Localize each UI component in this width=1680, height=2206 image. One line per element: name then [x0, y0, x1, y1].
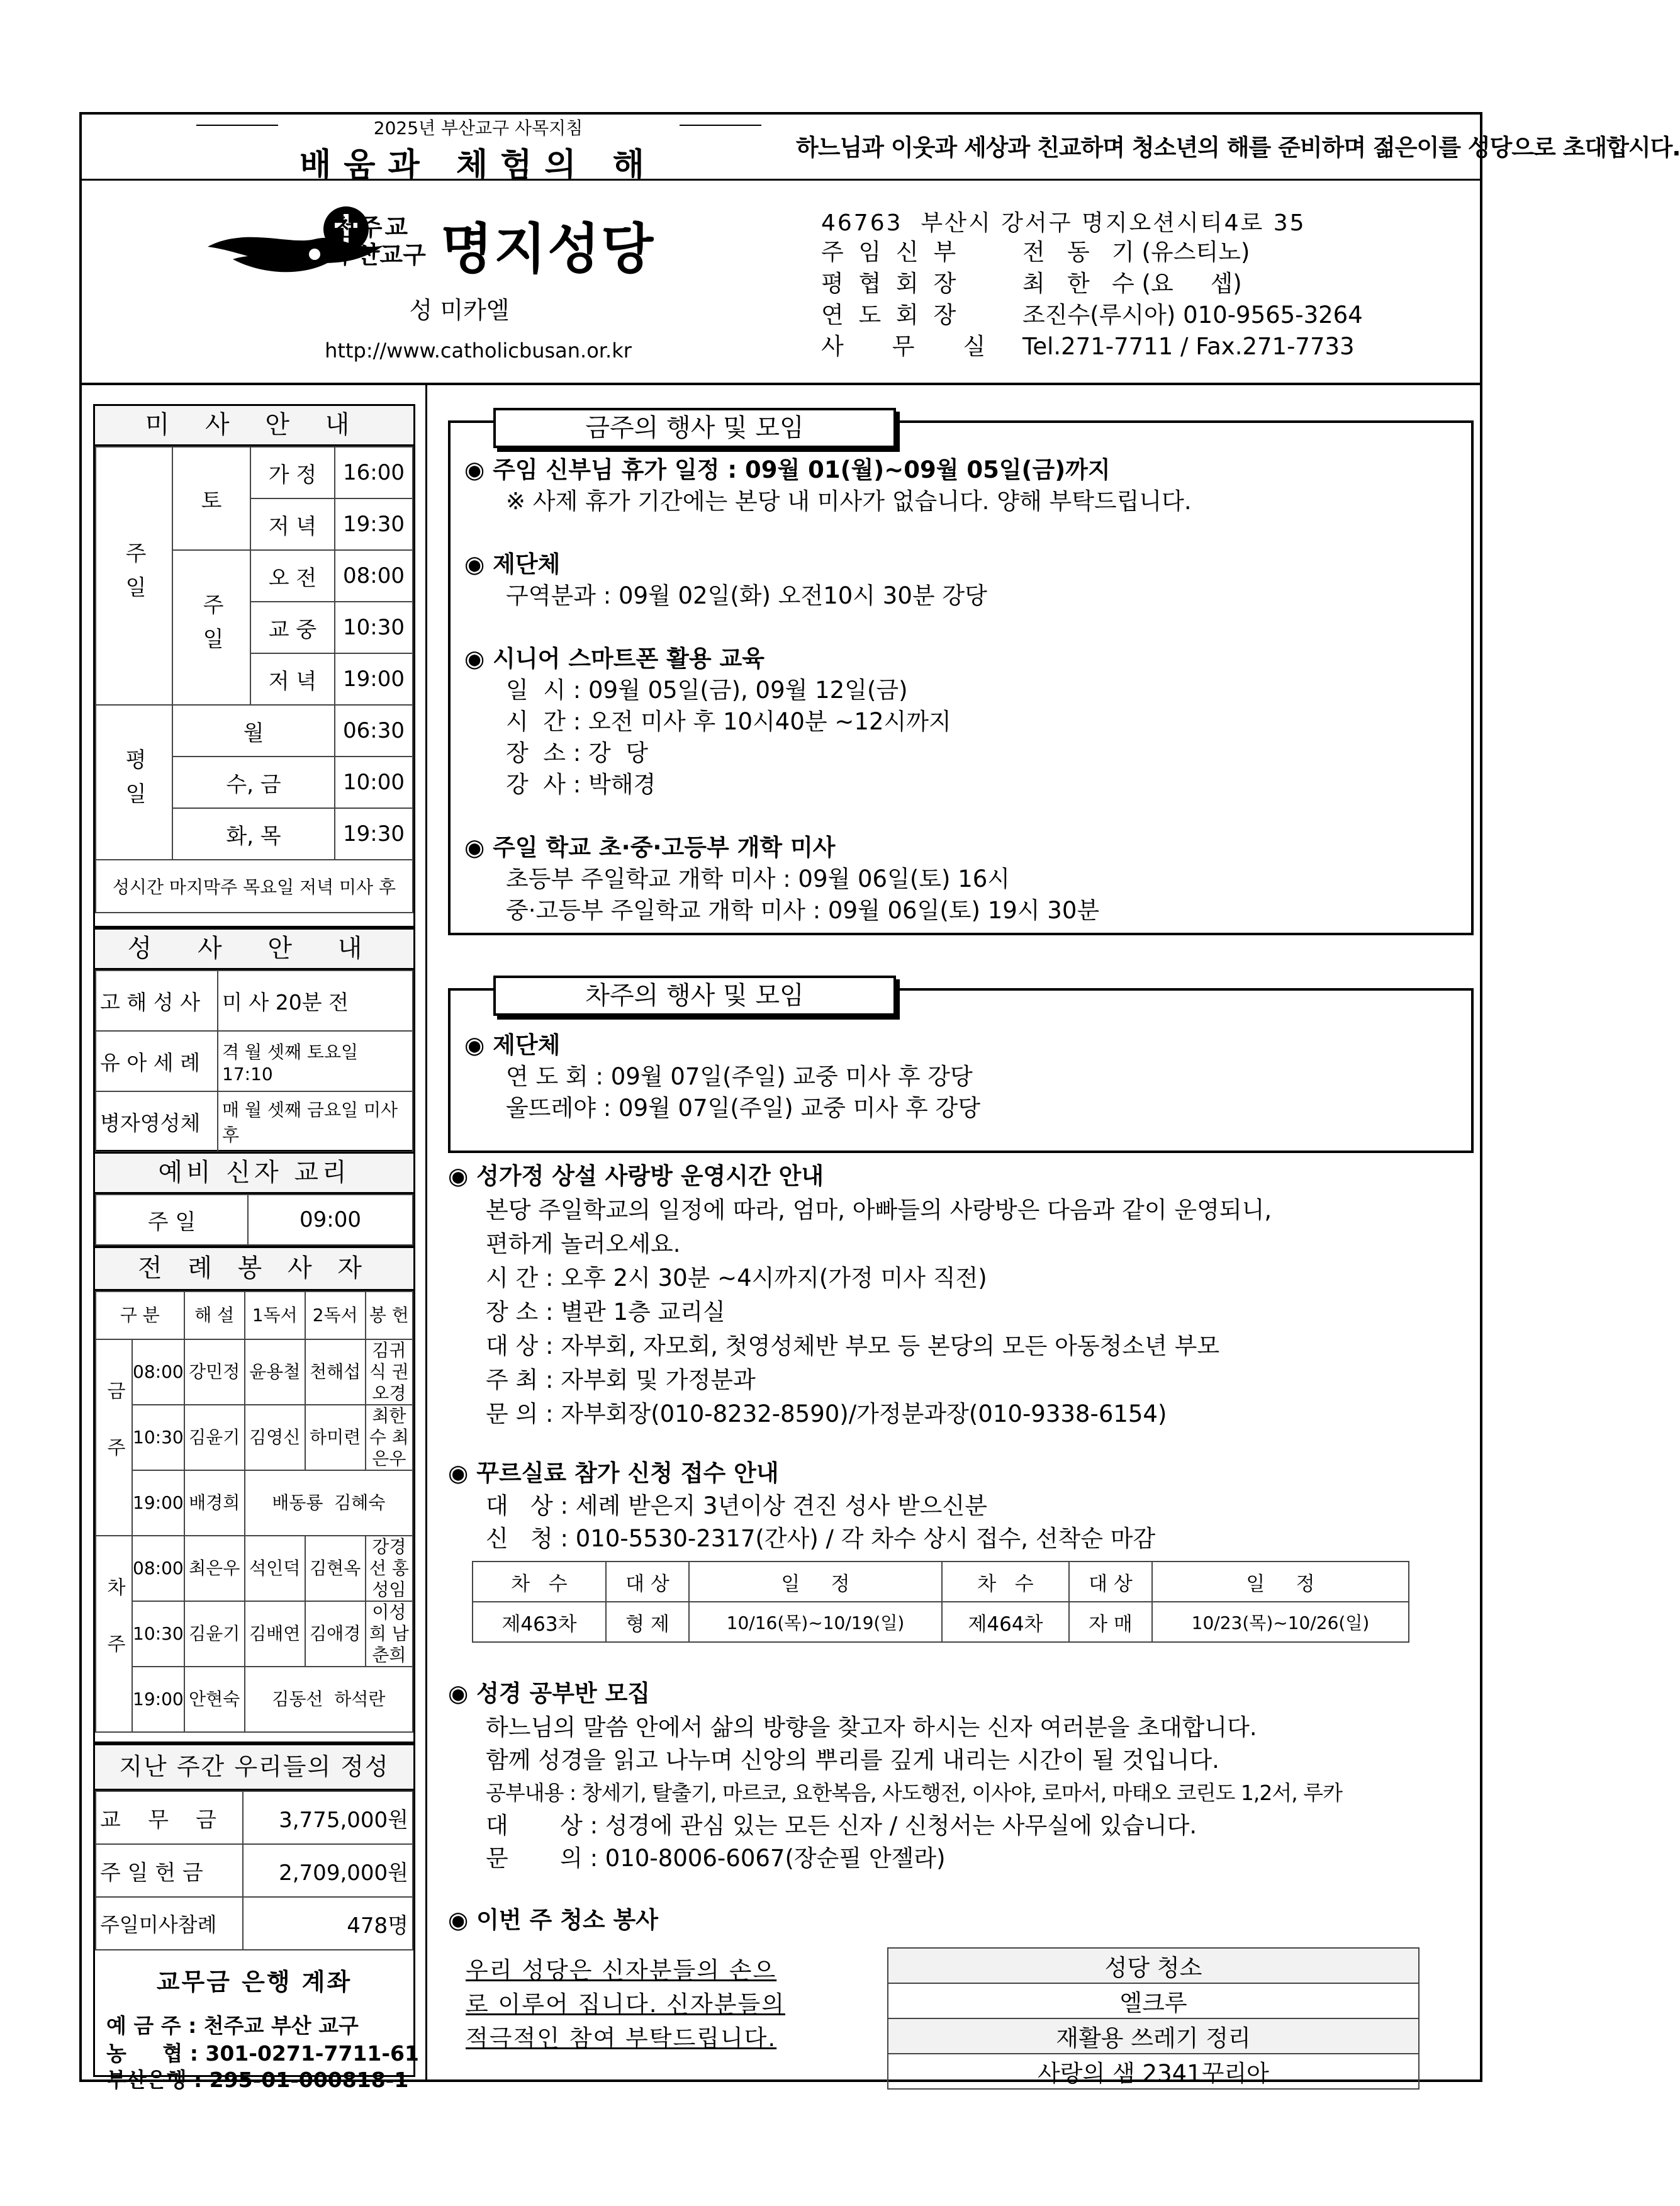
cursillo-header: 일 정 [1152, 1562, 1409, 1602]
next-week-events-title: 차주의 행사 및 모임 [493, 976, 896, 1016]
staff-value: Tel.271-7711 / Fax.271-7733 [1022, 333, 1355, 360]
cleaning-cell: 엘크루 [888, 1983, 1419, 2018]
liturgy-header: 구 분 [96, 1292, 184, 1339]
joint-servers: 배동룡 김혜숙 [245, 1470, 413, 1536]
notice-detail: 하느님의 말씀 안에서 삶의 방향을 찾고자 하시는 신자 여러분을 초대합니다. [486, 1714, 1257, 1741]
parish-divider [79, 383, 1482, 385]
event-detail: 장 소 : 강 당 [506, 740, 649, 767]
offertory: 이성희 남춘희 [366, 1601, 413, 1667]
event-detail: ※ 사제 휴가 기간에는 본당 내 미사가 없습니다. 양해 부탁드립니다. [506, 488, 1192, 515]
next-week-label: 차주 [96, 1536, 132, 1732]
notice-detail: 대 상 : 성경에 관심 있는 모든 신자 / 신청서는 사무실에 있습니다. [486, 1812, 1197, 1839]
staff-role: 평 협 회 장 [821, 270, 960, 297]
notice-detail: 문 의 : 자부회장(010-8232-8590)/가정분과장(010-9338-6154) [486, 1400, 1167, 1427]
year-theme: 배움과 체험의 해 [300, 147, 657, 184]
mass-time: 10:00 [335, 757, 413, 808]
mass-schedule-box [93, 404, 415, 928]
reader-2: 천해섭 [305, 1339, 366, 1405]
offertory: 강경선 홍성임 [366, 1536, 413, 1601]
notice-detail: 대 상 : 자부회, 자모회, 첫영성체반 부모 등 본당의 모든 아동청소년 부모 [486, 1332, 1220, 1359]
liturgy-title: 전 례 봉 사 자 [95, 1248, 413, 1291]
mass-name: 화, 목 [172, 808, 335, 860]
cursillo-header: 대 상 [606, 1562, 689, 1602]
mass-name: 월 [172, 705, 335, 757]
mass-table [95, 446, 413, 913]
commentator: 강민정 [184, 1339, 245, 1405]
mass-time: 19:00 [335, 653, 413, 705]
cursillo-cell: 10/16(목)~10/19(일) [689, 1602, 942, 1642]
cleaning-text: 로 이루어 집니다. 신자분들의 [466, 1991, 785, 2018]
offering-value: 3,775,000원 [243, 1791, 413, 1844]
event-detail: 구역분과 : 09월 02일(화) 오전10시 30분 강당 [506, 582, 987, 609]
cursillo-header: 차 수 [942, 1562, 1069, 1602]
notice-detail: 문 의 : 010-8006-6067(장순필 안젤라) [486, 1845, 946, 1872]
notice-detail: 주 최 : 자부회 및 가정분과 [486, 1366, 756, 1393]
cleaning-cell: 성당 청소 [888, 1948, 1419, 1983]
liturgy-time: 10:30 [132, 1405, 184, 1470]
reader-1: 석인덕 [245, 1536, 305, 1601]
sacrament-table [95, 970, 413, 1152]
mass-name: 저 녁 [250, 653, 335, 705]
offering-title: 지난 주간 우리들의 정성 [95, 1745, 413, 1791]
event-detail: 연 도 회 : 09월 07일(주일) 교중 미사 후 강당 [506, 1063, 973, 1090]
mass-time: 10:30 [335, 602, 413, 653]
cleaning-table [887, 1947, 1420, 2090]
event-detail: 중·고등부 주일학교 개학 미사 : 09월 06일(토) 19시 30분 [506, 897, 1100, 924]
offering-box [93, 1743, 419, 2092]
notice-detail: 장 소 : 별관 1층 교리실 [486, 1298, 725, 1325]
mass-name: 저 녁 [250, 498, 335, 550]
liturgy-header: 해 설 [184, 1292, 245, 1339]
cursillo-header: 대 상 [1069, 1562, 1152, 1602]
patron: 성 미카엘 [409, 296, 510, 324]
event-heading: ◉ 시니어 스마트폰 활용 교육 [464, 645, 764, 672]
reader-2: 김애경 [305, 1601, 366, 1667]
offertory: 최한수 최은우 [366, 1405, 413, 1470]
staff-value: 조진수(루시아) 010-9565-3264 [1022, 301, 1363, 329]
mass-time: 19:30 [335, 808, 413, 860]
website-link[interactable]: http://www.catholicbusan.or.kr [325, 339, 632, 363]
reader-2: 김현옥 [305, 1536, 366, 1601]
parish-block [82, 183, 1479, 381]
commentator: 김윤기 [184, 1405, 245, 1470]
reader-1: 김영신 [245, 1405, 305, 1470]
staff-role: 사 무 실 [821, 333, 990, 360]
event-detail: 초등부 주일학교 개학 미사 : 09월 06일(토) 16시 [506, 865, 1011, 892]
org-line-2: 부산교구 [333, 241, 426, 269]
offering-table [95, 1791, 413, 1950]
notice-detail: 대 상 : 세례 받은지 3년이상 견진 성사 받으신분 [486, 1492, 987, 1519]
cursillo-header: 차 수 [473, 1562, 606, 1602]
offertory: 김귀식 권오경 [366, 1339, 413, 1405]
staff-role: 연 도 회 장 [821, 301, 960, 329]
commentator: 최은우 [184, 1536, 245, 1601]
catechism-title: 예비 신자 교리 [95, 1154, 413, 1194]
policy-year: 2025년 부산교구 사목지침 [373, 118, 583, 138]
liturgy-table [95, 1291, 413, 1733]
sacrament-value: 매 월 셋째 금요일 미사후 [218, 1091, 413, 1152]
notice-heading: ◉ 이번 주 청소 봉사 [448, 1906, 659, 1933]
cursillo-header: 일 정 [689, 1562, 942, 1602]
offering-name: 주 일 헌 금 [96, 1844, 243, 1897]
mass-time: 08:00 [335, 550, 413, 602]
mass-name: 수, 금 [172, 757, 335, 808]
offering-value: 478명 [243, 1897, 413, 1950]
liturgy-header: 봉 헌 [366, 1292, 413, 1339]
event-heading: ◉ 제단체 [464, 551, 561, 578]
event-detail: 일 시 : 09월 05일(금), 09월 12일(금) [506, 677, 908, 704]
cleaning-cell: 사랑의 샘 2341꾸리아 [888, 2054, 1419, 2089]
notice-heading: ◉ 성가정 상설 사랑방 운영시간 안내 [448, 1162, 824, 1190]
cleaning-cell: 재활용 쓰레기 정리 [888, 2018, 1419, 2054]
mass-name: 오 전 [250, 550, 335, 602]
header [82, 115, 1680, 184]
sunday-group-label: 주일 [96, 447, 172, 705]
parish-name: 명지성당 [440, 218, 655, 281]
liturgy-header: 1독서 [245, 1292, 305, 1339]
notice-heading: ◉ 성경 공부반 모집 [448, 1680, 651, 1707]
reader-1: 윤용철 [245, 1339, 305, 1405]
commentator: 김윤기 [184, 1601, 245, 1667]
mass-time: 16:00 [335, 447, 413, 498]
sacrament-value: 격 월 셋째 토요일 17:10 [218, 1031, 413, 1091]
address: 46763 부산시 강서구 명지오션시티4로 35 [821, 210, 1306, 236]
mass-name: 교 중 [250, 602, 335, 653]
catechism-time: 09:00 [248, 1195, 413, 1245]
sacrament-box [93, 928, 415, 1152]
sacrament-name: 고 해 성 사 [96, 971, 218, 1031]
mass-name: 가 정 [250, 447, 335, 498]
this-week-label: 금주 [96, 1339, 132, 1536]
slogan: 하느님과 이웃과 세상과 친교하며 청소년의 해를 준비하며 젊은이를 성당으로 초대합시다. [796, 134, 1680, 161]
cleaning-text: 적극적인 참여 부탁드립니다. [466, 2025, 777, 2052]
liturgy-box [93, 1246, 415, 1743]
holy-hour-note: 성시간 마지막주 목요일 저녁 미사 후 [96, 860, 413, 913]
liturgy-time: 10:30 [132, 1601, 184, 1667]
liturgy-time: 19:00 [132, 1667, 184, 1732]
catechism-table [95, 1194, 413, 1246]
notice-detail: 본당 주일학교의 일정에 따라, 엄마, 아빠들의 사랑방은 다음과 같이 운영되니, [486, 1196, 1272, 1224]
sacrament-value: 미 사 20분 전 [218, 971, 413, 1031]
event-heading: ◉ 주일 학교 초·중·고등부 개학 미사 [464, 834, 836, 861]
staff-role: 주 임 신 부 [821, 239, 960, 266]
liturgy-header: 2독서 [305, 1292, 366, 1339]
cursillo-table [472, 1561, 1409, 1643]
commentator: 안현숙 [184, 1667, 245, 1732]
liturgy-time: 19:00 [132, 1470, 184, 1536]
reader-1: 김배연 [245, 1601, 305, 1667]
bank-account: 예 금 주 : 천주교 부산 교구 [106, 2013, 359, 2038]
cursillo-cell: 제464차 [942, 1602, 1069, 1642]
staff-value: 최 한 수 (요 셉) [1022, 270, 1242, 297]
cursillo-cell: 형 제 [606, 1602, 689, 1642]
mass-time: 06:30 [335, 705, 413, 757]
notice-detail: 편하게 놀러오세요. [486, 1230, 681, 1258]
liturgy-time: 08:00 [132, 1339, 184, 1405]
notice-detail: 함께 성경을 읽고 나누며 신앙의 뿌리를 깊게 내리는 시간이 될 것입니다. [486, 1747, 1219, 1774]
this-week-events-title: 금주의 행사 및 모임 [493, 408, 896, 448]
cleaning-text: 우리 성당은 신자분들의 손으 [466, 1957, 777, 1984]
mass-title: 미 사 안 내 [95, 406, 413, 446]
notice-heading: ◉ 꾸르실료 참가 신청 접수 안내 [448, 1460, 779, 1487]
cursillo-cell: 자 매 [1069, 1602, 1152, 1642]
notice-detail: 신 청 : 010-5530-2317(간사) / 각 차수 상시 접수, 선착순 마감 [486, 1525, 1156, 1552]
notice-detail: 공부내용 : 창세기, 탈출기, 마르코, 요한복음, 사도행전, 이사야, 로마서, 마태오 코린도 1,2서, 루카 [486, 1781, 1343, 1805]
sacrament-name: 유 아 세 례 [96, 1031, 218, 1091]
event-heading: ◉ 제단체 [464, 1032, 561, 1059]
bank-title: 교무금 은행 계좌 [156, 1968, 352, 1996]
cursillo-cell: 10/23(목)~10/26(일) [1152, 1602, 1409, 1642]
weekday-group-label: 평일 [96, 705, 172, 860]
saturday-label: 토 [172, 447, 250, 550]
reader-2: 하미련 [305, 1405, 366, 1470]
offering-name: 교 무 금 [96, 1791, 243, 1844]
sacrament-title: 성 사 안 내 [95, 930, 413, 970]
liturgy-time: 08:00 [132, 1536, 184, 1601]
org-line-1: 천주교 [333, 213, 411, 241]
joint-servers: 김동선 하석란 [245, 1667, 413, 1732]
mass-time: 19:30 [335, 498, 413, 550]
event-heading: ◉ 주임 신부님 휴가 일정 : 09월 01(월)~09월 05일(금)까지 [464, 456, 1111, 483]
catechism-box [93, 1152, 415, 1246]
offering-name: 주일미사참례 [96, 1897, 243, 1950]
sunday-label: 주일 [172, 550, 250, 705]
event-detail: 울뜨레야 : 09월 07일(주일) 교중 미사 후 강당 [506, 1095, 980, 1122]
column-divider [425, 385, 427, 2082]
sacrament-name: 병자영성체 [96, 1091, 218, 1152]
event-detail: 강 사 : 박해경 [506, 771, 656, 798]
offering-value: 2,709,000원 [243, 1844, 413, 1897]
bank-account: 부산은행 : 295-01-000818-1 [106, 2068, 409, 2092]
notice-detail: 시 간 : 오후 2시 30분 ~4시까지(가정 미사 직전) [486, 1264, 987, 1292]
commentator: 배경희 [184, 1470, 245, 1536]
staff-value: 전 동 기 (유스티노) [1022, 239, 1250, 266]
event-detail: 시 간 : 오전 미사 후 10시40분 ~12시까지 [506, 708, 951, 735]
bank-account: 농 협 : 301-0271-7711-61 [106, 2041, 419, 2066]
catechism-day: 주 일 [96, 1195, 248, 1245]
cursillo-cell: 제463차 [473, 1602, 606, 1642]
